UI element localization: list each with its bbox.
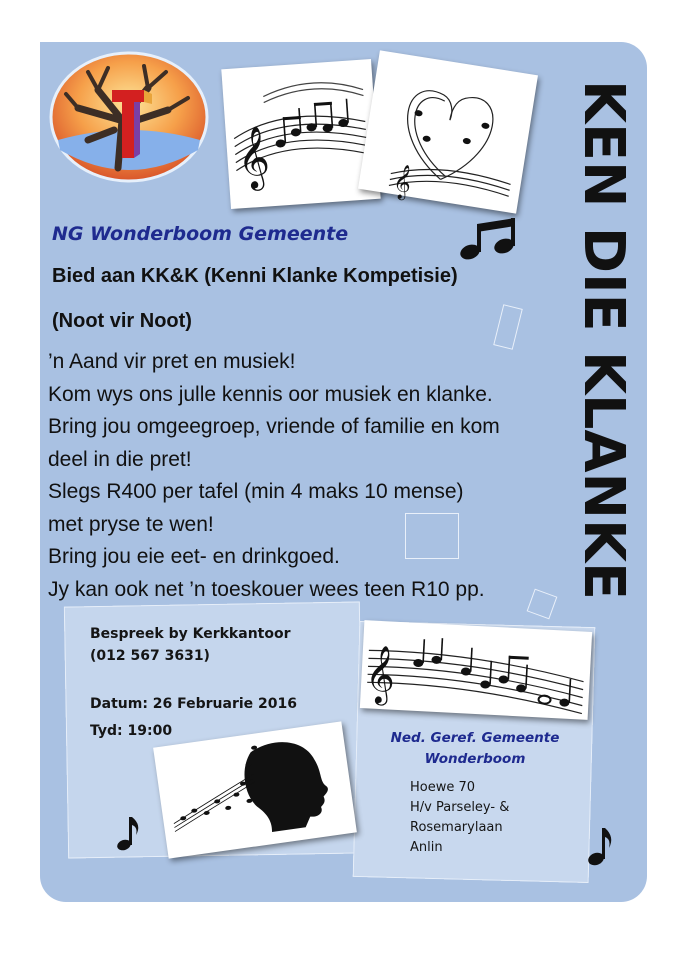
- description-line: met pryse te wen!: [48, 512, 214, 536]
- event-date: Datum: 26 Februarie 2016: [90, 696, 298, 712]
- booking-label: Bespreek by Kerkkantoor: [90, 626, 291, 642]
- description-line: Kom wys ons julle kennis oor musiek en klanke.: [48, 382, 493, 406]
- description-line: ’n Aand vir pret en musiek!: [48, 350, 296, 373]
- address-line: Hoewe 70: [410, 780, 476, 795]
- description-line: Bring jou omgeegroep, vriende of familie en kom: [48, 415, 500, 438]
- event-time: Tyd: 19:00: [90, 723, 173, 739]
- music-staff-icon: [360, 620, 592, 720]
- description-line: deel in die pret!: [48, 447, 192, 471]
- venue-name-line-1: Ned. Geref. Gemeente: [390, 730, 560, 746]
- address-line: Rosemarylaan: [410, 820, 503, 835]
- eighth-note-icon: [116, 815, 140, 853]
- organisation-name: NG Wonderboom Gemeente: [52, 223, 349, 245]
- venue-address: [410, 778, 509, 858]
- description-line: Slegs R400 per tafel (min 4 maks 10 mense): [48, 480, 464, 503]
- poster-title: KEN DIE KLANKE: [570, 80, 636, 605]
- svg-text:𝄞: 𝄞: [235, 124, 272, 190]
- vertical-title: [560, 80, 636, 605]
- music-heart-photo: [358, 50, 538, 213]
- booking-phone: (012 567 3631): [90, 648, 210, 664]
- competition-subtitle: Bied aan KK&K (Kenni Klanke Kompetisie): [52, 265, 458, 287]
- description-line: Bring jou eie eet- en drinkgoed.: [48, 545, 340, 568]
- music-heart-icon: [358, 50, 538, 213]
- eighth-note-icon: [587, 826, 613, 868]
- beamed-notes-icon: [456, 216, 520, 264]
- venue-name-line-2: Wonderboom: [424, 751, 526, 767]
- event-description: [48, 346, 568, 606]
- church-logo-icon: [48, 50, 210, 184]
- address-line: H/v Parseley- &: [410, 800, 510, 815]
- address-line: Anlin: [410, 840, 443, 855]
- music-staff-photo: [221, 59, 380, 209]
- music-staff-photo: [360, 620, 592, 720]
- svg-text:𝄞: 𝄞: [364, 644, 397, 704]
- svg-text:𝄞: 𝄞: [390, 163, 414, 201]
- competition-tagline: (Noot vir Noot): [52, 310, 192, 332]
- music-staff-icon: [221, 59, 380, 209]
- description-line: Jy kan ook net ’n toeskouer wees teen R10 pp.: [48, 577, 485, 601]
